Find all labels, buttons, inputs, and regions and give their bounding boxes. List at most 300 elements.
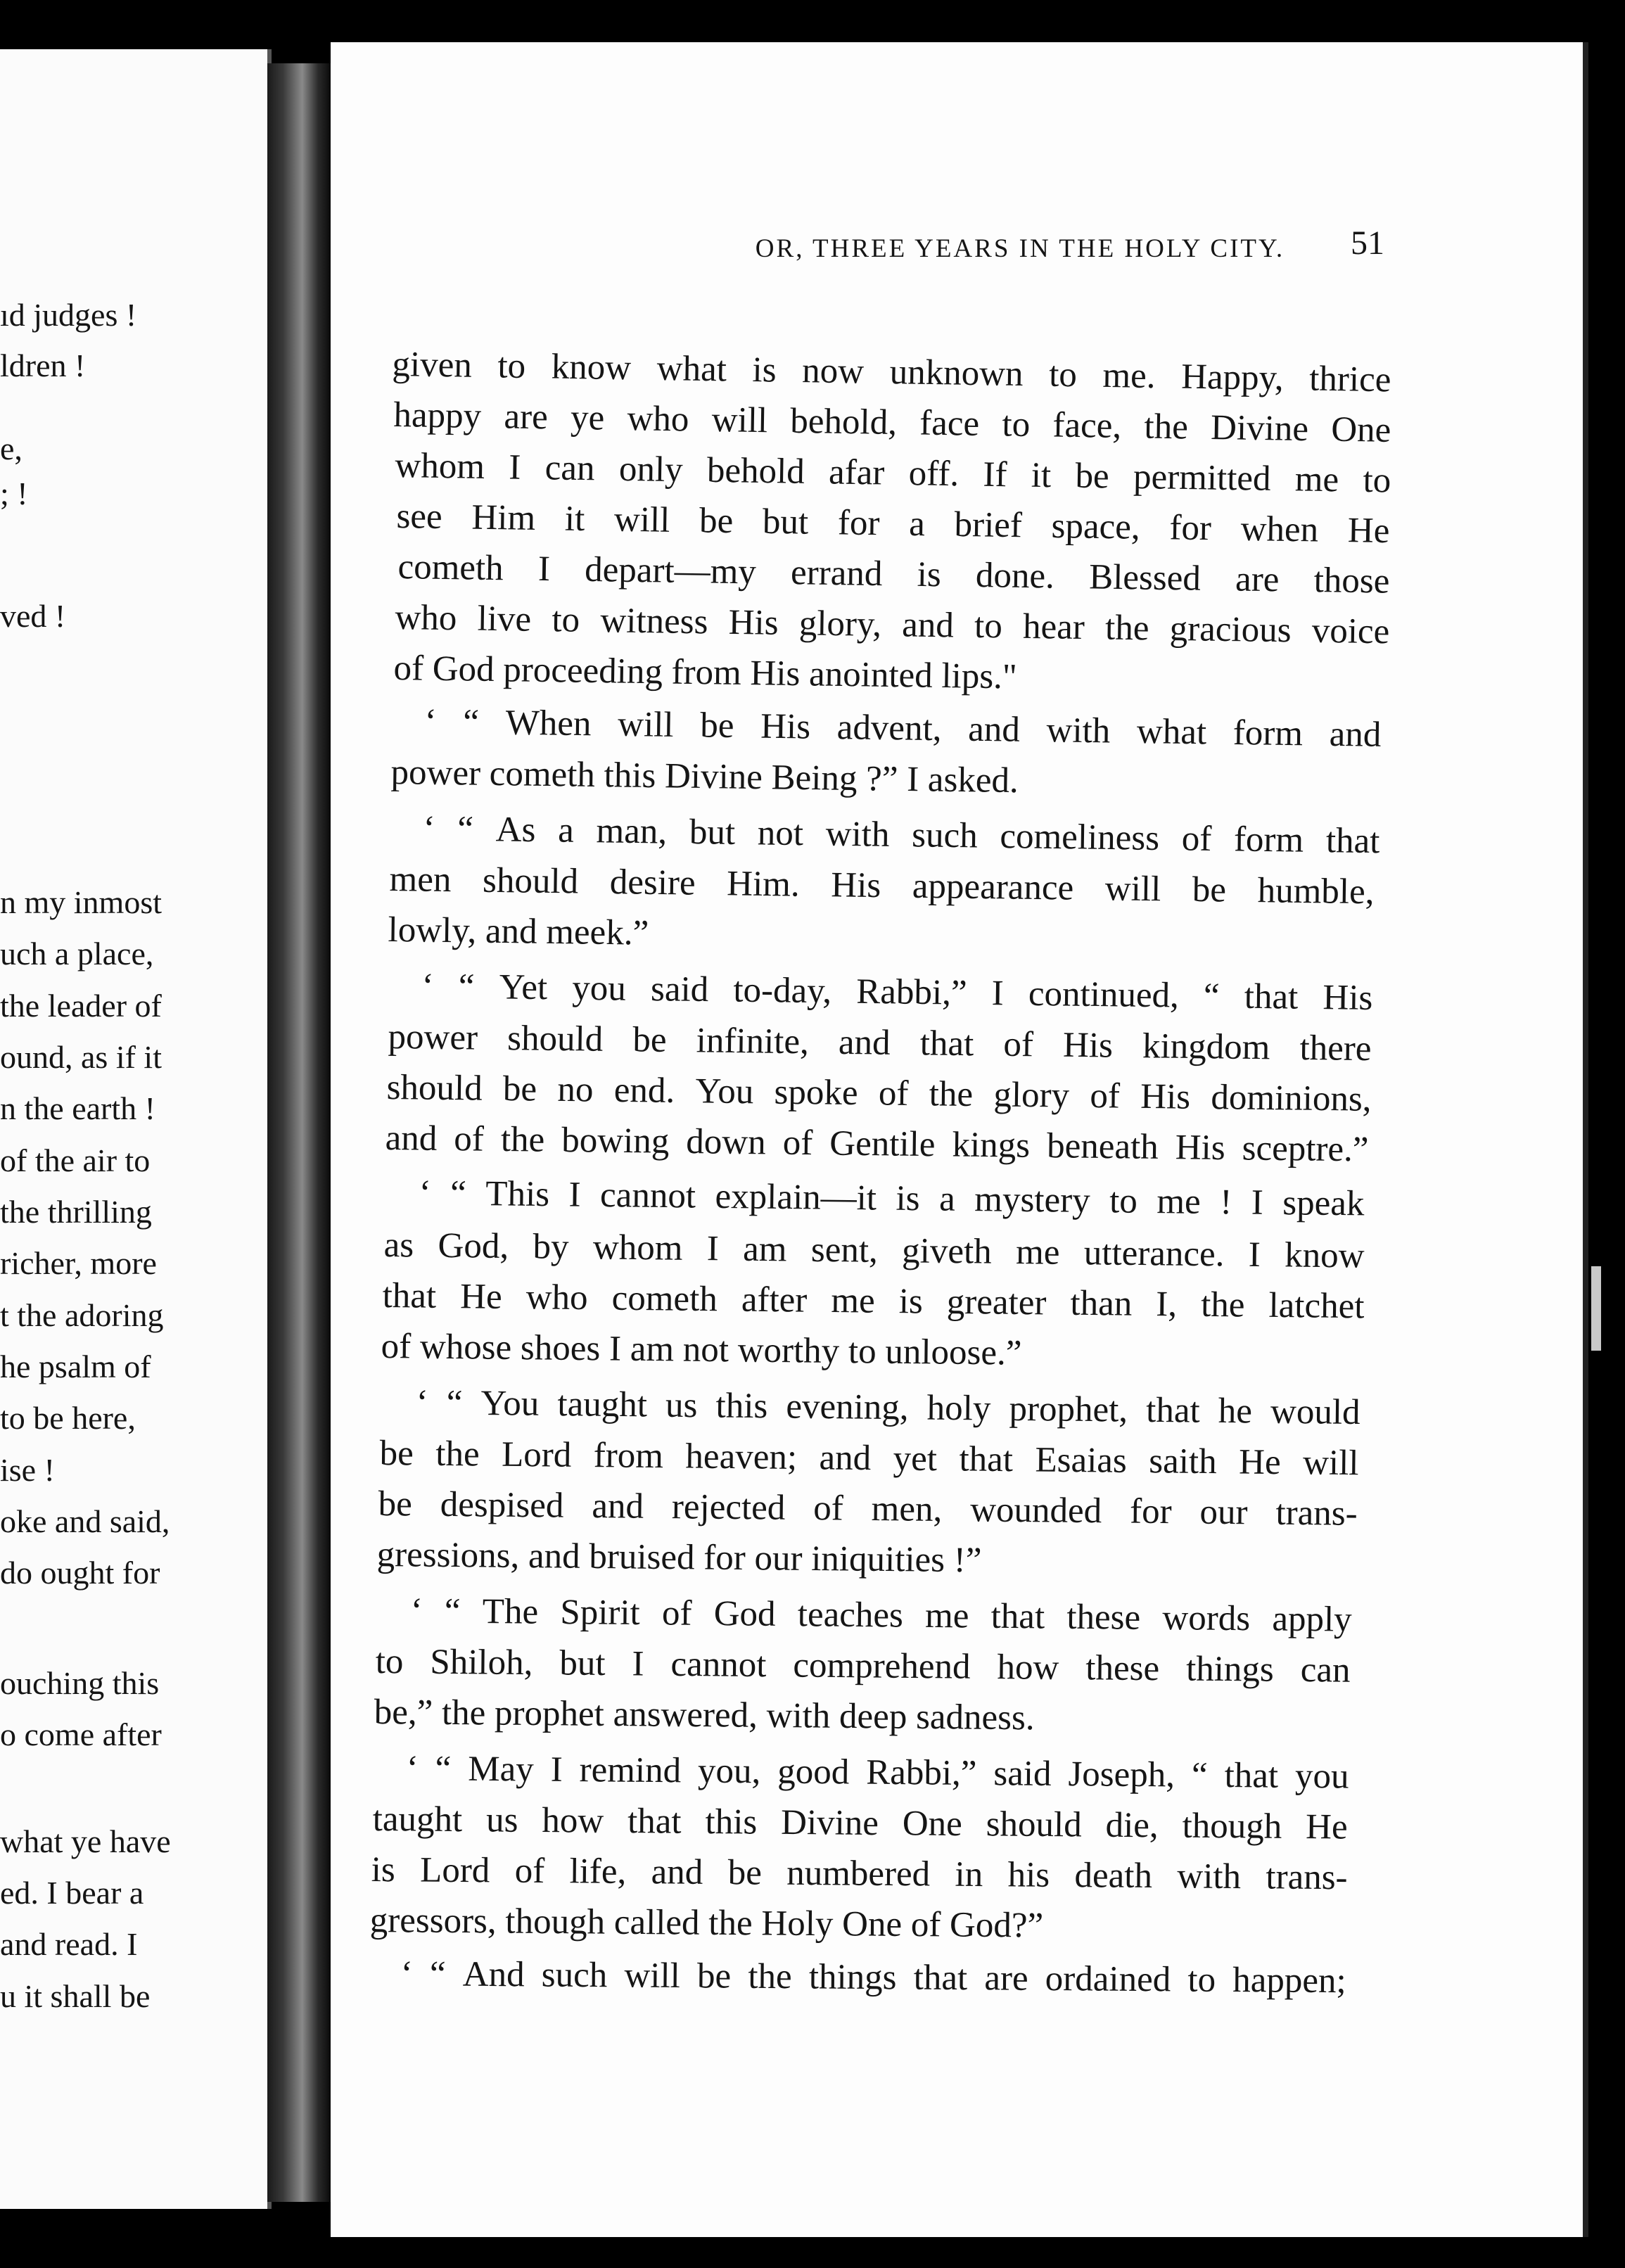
- word: mystery: [974, 1180, 1090, 1221]
- word: a: [938, 1179, 956, 1219]
- word: should: [386, 1067, 483, 1109]
- word: comeliness: [1000, 816, 1160, 858]
- word: May: [468, 1749, 534, 1790]
- word: of: [1181, 819, 1212, 859]
- word: “: [1203, 976, 1220, 1017]
- word: this: [715, 1386, 768, 1427]
- word: will: [711, 400, 768, 441]
- word: latchet: [1268, 1285, 1365, 1327]
- word: Him: [471, 497, 536, 538]
- word: I,: [1156, 1285, 1178, 1325]
- word: a: [557, 810, 575, 850]
- word: and: [592, 1486, 644, 1527]
- word: Joseph,: [1068, 1754, 1175, 1795]
- word: he: [1218, 1391, 1253, 1432]
- word: and: [819, 1438, 872, 1479]
- word: humble,: [1257, 871, 1375, 912]
- left-line: uch a place,: [0, 936, 154, 971]
- body-text-line: [392, 343, 1391, 401]
- word: a: [908, 504, 926, 544]
- body-text-line: [388, 1016, 1372, 1070]
- word: are: [504, 397, 549, 438]
- left-line: n the earth !: [0, 1090, 155, 1126]
- body-text-line: [375, 1641, 1350, 1692]
- word: Esaias: [1035, 1440, 1128, 1481]
- word: You: [695, 1071, 754, 1112]
- word: comprehend: [793, 1645, 971, 1687]
- word: me: [1015, 1232, 1060, 1273]
- word: bowing: [561, 1120, 670, 1161]
- word: His: [760, 706, 811, 747]
- word: afar: [828, 452, 885, 493]
- word: Gentile: [829, 1123, 936, 1165]
- word: Rabbi,”: [865, 1752, 977, 1794]
- word: be: [379, 1433, 414, 1474]
- word: and: [651, 1852, 703, 1892]
- word: “: [444, 1591, 461, 1631]
- word: only: [618, 449, 684, 490]
- word: glory,: [798, 604, 882, 644]
- word: I: [508, 447, 521, 488]
- word: be: [699, 501, 734, 542]
- word: what: [1136, 712, 1207, 753]
- body-text-line: be,” the prophet answered, with deep sadness.: [374, 1693, 1035, 1738]
- left-line: ved !: [0, 598, 66, 634]
- word: “: [457, 809, 474, 849]
- body-text-line: [389, 858, 1375, 913]
- left-line: t the adoring: [0, 1297, 164, 1333]
- word: good: [777, 1752, 850, 1792]
- word: should: [506, 1019, 604, 1059]
- word: taught: [372, 1799, 463, 1840]
- left-line: richer, more: [0, 1245, 157, 1281]
- left-line: and read. I: [0, 1926, 138, 1962]
- word: and: [1329, 714, 1382, 755]
- word: errand: [790, 553, 883, 594]
- word: but: [689, 813, 736, 853]
- word: me: [831, 1281, 875, 1321]
- word: I: [550, 1750, 563, 1790]
- body-text-line: [378, 1483, 1358, 1535]
- word: Spirit: [560, 1593, 640, 1633]
- word: who: [395, 597, 457, 639]
- word: me: [1294, 459, 1339, 500]
- word: His: [728, 602, 779, 643]
- word: ‘: [423, 808, 435, 849]
- word: to: [1002, 404, 1031, 445]
- word: One: [902, 1804, 963, 1845]
- word: that: [919, 1024, 974, 1064]
- word: and: [385, 1118, 438, 1159]
- body-text-line: [421, 965, 1373, 1019]
- word: His: [1062, 1025, 1114, 1066]
- left-line: of the air to: [0, 1142, 151, 1178]
- word: I: [1251, 1183, 1264, 1223]
- left-line: what ye have: [0, 1823, 171, 1859]
- word: explain—it: [715, 1176, 877, 1218]
- body-text-line: of God proceeding from His anointed lips.": [393, 648, 1018, 697]
- word: am: [742, 1229, 787, 1270]
- word: man,: [596, 811, 668, 852]
- word: sceptre.”: [1242, 1128, 1369, 1170]
- word: the: [1104, 608, 1149, 649]
- left-line: ; !: [0, 476, 28, 511]
- word: that: [1145, 1390, 1200, 1431]
- word: you: [572, 968, 627, 1009]
- word: for: [1169, 508, 1212, 549]
- word: is: [896, 1178, 920, 1219]
- word: not: [757, 813, 804, 854]
- left-line: do ought for: [0, 1555, 160, 1591]
- word: “: [450, 1173, 467, 1213]
- word: cometh: [611, 1278, 718, 1320]
- word: such: [911, 815, 979, 856]
- word: ye: [570, 397, 605, 438]
- word: by: [533, 1227, 569, 1267]
- word: This: [485, 1174, 550, 1215]
- word: that: [959, 1439, 1014, 1480]
- word: wounded: [969, 1490, 1102, 1531]
- word: should: [986, 1804, 1082, 1845]
- word: remind: [579, 1750, 682, 1791]
- word: hear: [1022, 606, 1085, 648]
- word: but: [762, 502, 809, 542]
- left-line: ound, as if it: [0, 1039, 162, 1075]
- book-gutter: [267, 63, 331, 2202]
- word: happy: [393, 395, 482, 436]
- body-text-line: [385, 1117, 1369, 1171]
- word: is: [898, 1282, 924, 1322]
- word: His: [1140, 1076, 1191, 1117]
- word: down: [686, 1122, 767, 1163]
- word: know: [551, 347, 632, 388]
- right-page: [331, 42, 1588, 2237]
- word: prophet,: [1009, 1389, 1128, 1430]
- word: heaven;: [685, 1436, 798, 1478]
- word: Lord: [419, 1850, 490, 1891]
- word: His: [830, 865, 881, 906]
- word: utterance.: [1083, 1233, 1225, 1275]
- word: I: [706, 1229, 720, 1269]
- word: behold,: [789, 401, 898, 443]
- word: how: [542, 1801, 604, 1841]
- word: rejected: [671, 1487, 786, 1528]
- word: be: [1075, 456, 1110, 497]
- word: what: [656, 348, 727, 390]
- word: taught: [557, 1384, 648, 1425]
- word: can: [544, 448, 595, 489]
- word: voice: [1311, 611, 1390, 652]
- word: know: [1284, 1235, 1365, 1276]
- word: Yet: [499, 967, 548, 1008]
- word: Divine: [780, 1802, 879, 1844]
- word: thrice: [1308, 359, 1391, 400]
- word: done.: [975, 556, 1055, 597]
- body-text-line: [419, 1172, 1365, 1225]
- word: advent,: [836, 708, 942, 749]
- left-line: u it shall be: [0, 1978, 151, 2014]
- word: those: [1313, 561, 1390, 601]
- word: God: [713, 1594, 776, 1634]
- word: the: [1144, 407, 1189, 447]
- word: and: [967, 709, 1021, 750]
- word: the: [929, 1074, 974, 1115]
- word: to: [375, 1642, 404, 1682]
- word: ‘: [406, 1749, 419, 1789]
- word: no: [557, 1069, 594, 1110]
- body-text-line: [410, 1590, 1352, 1641]
- word: are: [1235, 559, 1280, 600]
- page-number: 51: [1351, 224, 1384, 262]
- word: it: [1031, 455, 1052, 496]
- word: “: [1191, 1755, 1208, 1795]
- word: me: [1156, 1182, 1202, 1222]
- left-line: to be here,: [0, 1400, 136, 1436]
- word: I: [991, 974, 1005, 1014]
- body-text-line: gressors, though called the Holy One of God?”: [369, 1901, 1044, 1946]
- body-text-line: [397, 546, 1390, 603]
- word: said: [993, 1754, 1052, 1794]
- word: given: [392, 344, 473, 386]
- left-line: oke and said,: [0, 1503, 170, 1539]
- body-text-line: of whose shoes I am not worthy to unloose.”: [381, 1326, 1022, 1373]
- word: is: [917, 554, 942, 595]
- word: that: [1325, 821, 1380, 862]
- word: life,: [569, 1852, 627, 1892]
- body-text-line: [423, 808, 1380, 862]
- word: ‘: [421, 966, 434, 1007]
- body-text-line: [393, 394, 1391, 452]
- word: the: [500, 1119, 545, 1160]
- word: to: [1109, 1181, 1138, 1221]
- word: Happy,: [1180, 357, 1285, 398]
- word: yet: [893, 1439, 938, 1479]
- word: appearance: [912, 866, 1074, 908]
- word: it: [564, 499, 585, 539]
- word: As: [495, 810, 536, 850]
- word: be: [727, 1853, 763, 1893]
- left-line: the thrilling: [0, 1194, 152, 1230]
- word: teaches: [797, 1595, 904, 1636]
- word: Divine: [1210, 407, 1309, 450]
- word: the: [435, 1434, 480, 1474]
- word: the: [1200, 1285, 1245, 1325]
- word: kings: [952, 1125, 1031, 1166]
- word: face,: [1052, 405, 1122, 446]
- word: holy: [926, 1388, 991, 1429]
- word: greater: [946, 1282, 1047, 1323]
- word: though: [1182, 1806, 1282, 1847]
- word: !: [1219, 1183, 1232, 1223]
- word: me: [924, 1595, 969, 1636]
- word: you: [1294, 1756, 1349, 1797]
- word: sent,: [810, 1230, 879, 1270]
- word: for: [1129, 1491, 1172, 1532]
- body-text-line: [386, 1066, 1372, 1121]
- word: to: [497, 346, 526, 386]
- word: to: [1048, 355, 1078, 395]
- word: One: [1330, 409, 1391, 450]
- word: apply: [1272, 1599, 1352, 1640]
- word: glory: [993, 1075, 1070, 1116]
- word: these: [1066, 1597, 1141, 1638]
- word: He: [1238, 1442, 1281, 1483]
- body-text-line: [379, 1432, 1359, 1484]
- word: of: [1090, 1076, 1121, 1116]
- word: be: [378, 1484, 413, 1524]
- word: infinite,: [696, 1021, 810, 1062]
- word: desire: [609, 862, 696, 903]
- word: If: [983, 454, 1007, 495]
- word: He: [459, 1277, 502, 1317]
- word: from: [593, 1436, 664, 1477]
- body-text-line: [401, 1953, 1346, 2002]
- body-text-line: gressions, and bruised for our iniquities !”: [376, 1535, 982, 1581]
- left-line: ed. I bear a: [0, 1875, 144, 1911]
- word: brief: [954, 504, 1023, 546]
- left-line: o come after: [0, 1716, 162, 1752]
- left-line: ıd judges !: [0, 297, 137, 333]
- word: with: [1046, 711, 1111, 751]
- word: dominions,: [1211, 1078, 1372, 1119]
- word: for: [837, 503, 880, 544]
- word: Rabbi,”: [855, 971, 967, 1013]
- word: should: [482, 860, 579, 902]
- word: will: [1104, 869, 1161, 910]
- word: unknown: [889, 352, 1024, 395]
- word: cometh: [397, 547, 504, 589]
- body-text-line: [395, 445, 1391, 502]
- word: see: [396, 496, 443, 537]
- word: speak: [1282, 1183, 1365, 1224]
- body-text-line: [372, 1798, 1347, 1849]
- body-text-line: [406, 1747, 1349, 1798]
- word: things: [1185, 1649, 1275, 1690]
- word: whom: [395, 445, 485, 487]
- word: that: [1224, 1756, 1279, 1796]
- word: continued,: [1028, 974, 1180, 1016]
- word: will: [617, 704, 674, 745]
- word: witness: [600, 601, 708, 642]
- word: end.: [613, 1070, 675, 1111]
- word: He: [1305, 1807, 1348, 1847]
- word: form: [1233, 820, 1304, 860]
- body-text-line: [424, 701, 1382, 756]
- word: behold: [706, 450, 805, 492]
- word: numbered: [786, 1853, 931, 1894]
- word: words: [1162, 1598, 1251, 1639]
- word: be: [699, 706, 734, 746]
- word: and: [901, 605, 955, 646]
- word: I: [568, 1175, 581, 1215]
- running-header: OR, THREE YEARS IN THE HOLY CITY.: [755, 234, 1285, 263]
- word: I: [537, 549, 551, 590]
- word: how: [997, 1648, 1059, 1688]
- body-text-line: [371, 1849, 1348, 1899]
- body-text-line: [416, 1382, 1360, 1434]
- word: after: [741, 1280, 808, 1320]
- body-text-line: lowly, and meek.”: [388, 910, 649, 953]
- word: who: [627, 399, 689, 440]
- word: And: [462, 1954, 525, 1995]
- word: be: [1192, 869, 1227, 910]
- word: but: [559, 1643, 606, 1683]
- word: be: [696, 1956, 732, 1996]
- word: now: [801, 351, 865, 392]
- word: that: [382, 1275, 437, 1316]
- word: ‘: [400, 1954, 413, 1994]
- word: The: [482, 1591, 539, 1632]
- word: When: [505, 703, 592, 744]
- word: will: [613, 499, 670, 540]
- word: cannot: [670, 1644, 767, 1686]
- word: can: [1300, 1650, 1351, 1690]
- body-text-line: [395, 597, 1390, 653]
- word: saith: [1149, 1441, 1217, 1482]
- left-line: e,: [0, 431, 23, 466]
- left-line: ouching this: [0, 1665, 160, 1701]
- word: that: [627, 1802, 682, 1842]
- word: power: [388, 1017, 478, 1058]
- word: ‘: [424, 701, 437, 742]
- word: You: [480, 1383, 540, 1424]
- word: to: [1363, 460, 1391, 501]
- word: and: [838, 1022, 891, 1063]
- word: us: [665, 1385, 698, 1426]
- word: His: [1323, 978, 1373, 1018]
- word: trans-: [1266, 1857, 1348, 1898]
- word: “: [462, 702, 480, 743]
- word: men: [389, 859, 452, 900]
- word: than: [1070, 1283, 1133, 1324]
- word: the: [748, 1956, 792, 1997]
- word: when: [1240, 509, 1319, 550]
- word: ‘: [410, 1591, 423, 1631]
- page-edge: [1591, 1266, 1601, 1351]
- word: whom: [592, 1228, 683, 1268]
- body-text-line: [383, 1224, 1365, 1278]
- word: Shiloh,: [430, 1642, 533, 1683]
- word: of: [1003, 1024, 1034, 1065]
- word: is: [371, 1850, 396, 1890]
- word: permitted: [1133, 457, 1271, 499]
- word: such: [541, 1955, 608, 1996]
- word: giveth: [901, 1231, 993, 1272]
- word: space,: [1051, 506, 1141, 547]
- word: men,: [871, 1489, 943, 1529]
- body-text-line: power cometh this Divine Being ?” I asked.: [390, 752, 1019, 801]
- word: of: [878, 1074, 909, 1114]
- word: death: [1074, 1856, 1153, 1897]
- word: “: [435, 1749, 452, 1789]
- word: Lord: [501, 1434, 572, 1475]
- word: who: [525, 1278, 588, 1318]
- left-facing-page: [0, 49, 272, 2209]
- word: die,: [1105, 1805, 1159, 1846]
- word: trans-: [1275, 1493, 1358, 1534]
- word: I: [1248, 1235, 1261, 1275]
- word: I: [632, 1644, 644, 1684]
- word: that: [990, 1596, 1045, 1637]
- word: there: [1299, 1028, 1372, 1069]
- word: things: [808, 1957, 897, 1998]
- word: ordained: [1045, 1958, 1171, 2000]
- word: cannot: [599, 1175, 696, 1216]
- word: us: [485, 1800, 518, 1840]
- word: will: [624, 1956, 681, 1996]
- word: of: [661, 1593, 692, 1633]
- word: “: [458, 967, 475, 1007]
